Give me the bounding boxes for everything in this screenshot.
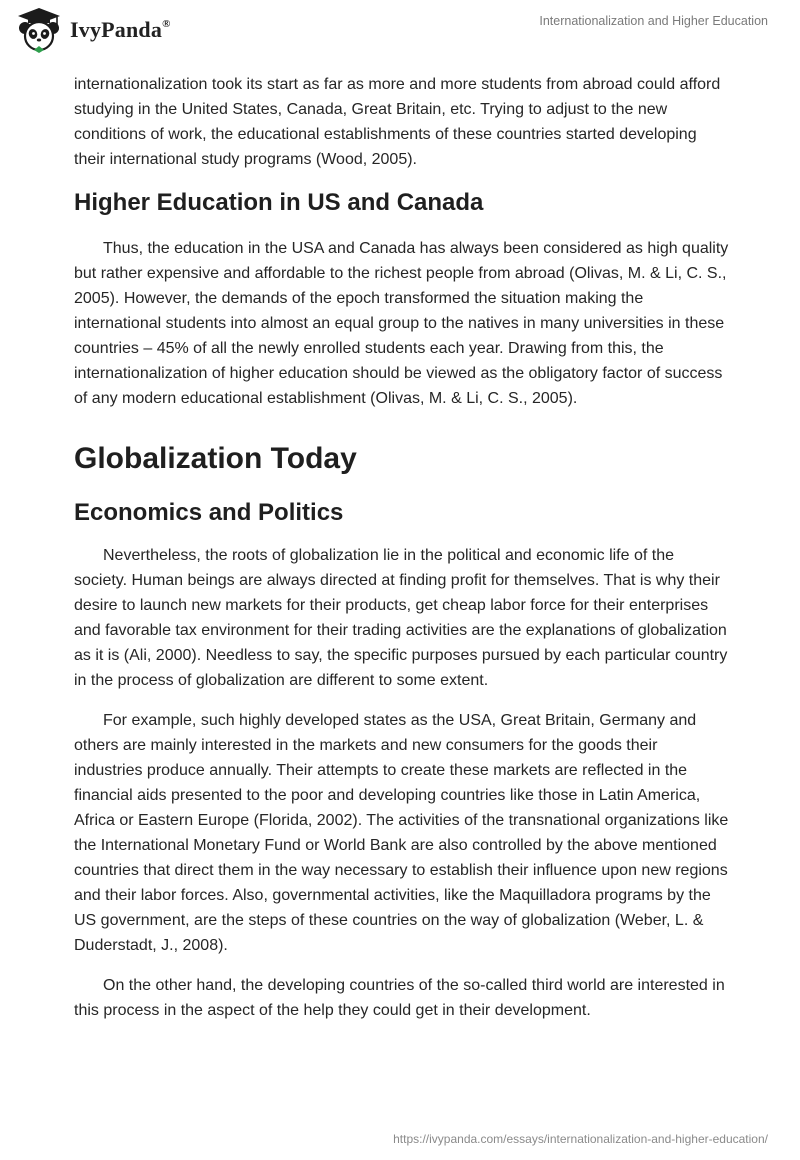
panda-graduate-icon xyxy=(14,6,64,54)
paragraph: Nevertheless, the roots of globalization lie in the political and economic life of the society. Human beings are always directed at finding profit for themselves. That is why their desire to launch new markets for their products, get cheap labor force for their enterprises and favorable tax environment for their trading activities are the explanations of globalization as it is (Ali, 2000). Needless to say, the specific purposes pursued by each particular country in the process of globalization are different to some extent. xyxy=(74,547,728,689)
paragraph: For example, such highly developed states as the USA, Great Britain, Germany and others are mainly interested in the markets and new consumers for the goods their industries produce annually. Their attempts to create these markets are reflected in the financial aids presented to the poor and developing countries like those in Latin America, Africa or Eastern Europe (Florida, 2002). The activities of the transnational organizations like the International Monetary Fund or World Bank are also controlled by the above mentioned countries that direct them in the way necessary to establish their influence upon new regions and their labor forces. Also, governmental activities, like the Maquilladora programs by the US government, are the steps of these countries on the way of globalization (Weber, L. & Duderstadt, J., 2008). xyxy=(74,712,729,954)
brand-name-text: IvyPanda xyxy=(70,17,163,42)
registered-mark: ® xyxy=(162,17,171,30)
section-heading-economics-politics: Economics and Politics xyxy=(74,499,344,526)
essay-content xyxy=(74,72,730,1038)
section-heading-us-canada: Higher Education in US and Canada xyxy=(74,189,484,216)
brand-name xyxy=(70,17,171,43)
paragraph: On the other hand, the developing countries of the so-called third world are interested in this process in the aspect of the help they could get in their development. xyxy=(74,977,725,1019)
page-header xyxy=(0,0,800,70)
paragraph: Thus, the education in the USA and Canada has always been considered as high quality but rather expensive and affordable to the richest people from abroad (Olivas, M. & Li, C. S., 2005). However, the demands of the epoch transformed the situation making the international students into almost an equal group to the natives in many universities in these countries – 45% of all the newly enrolled students each year. Drawing from this, the internationalization of higher education should be viewed as the obligatory factor of success of any modern educational establishment (Olivas, M. & Li, C. S., 2005). xyxy=(74,240,729,407)
ivypanda-logo[interactable] xyxy=(14,6,171,54)
source-url[interactable]: https://ivypanda.com/essays/internationalization-and-higher-education/ xyxy=(393,1132,768,1146)
paragraph: internationalization took its start as far as more and more students from abroad could afford studying in the United States, Canada, Great Britain, etc. Trying to adjust to the new conditions of work, the educational establishments of these countries started developing their international study programs (Wood, 2005). xyxy=(74,76,721,168)
document-title: Internationalization and Higher Education xyxy=(539,14,768,28)
section-heading-globalization-today: Globalization Today xyxy=(74,442,357,475)
